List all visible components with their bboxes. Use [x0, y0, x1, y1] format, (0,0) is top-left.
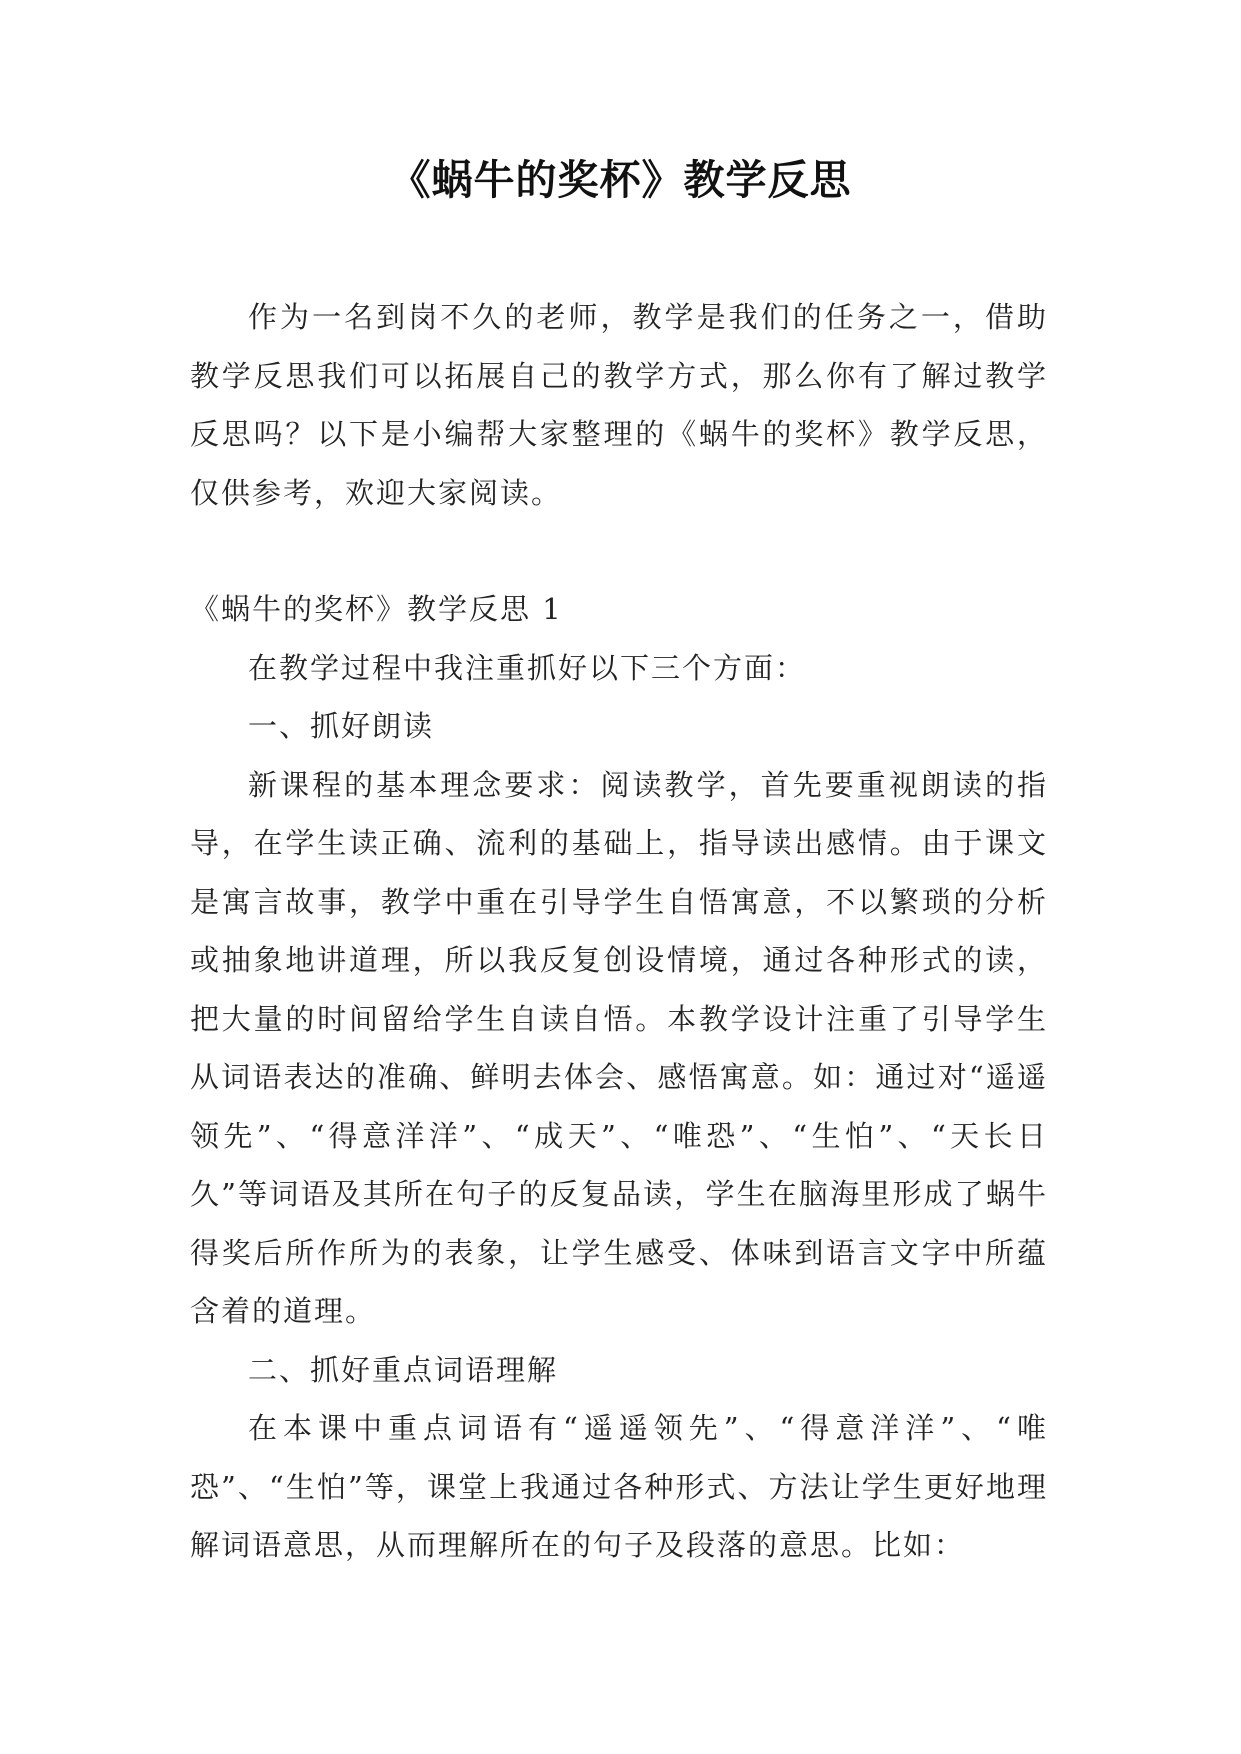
- section-heading: 《蜗牛的奖杯》教学反思 1: [190, 592, 563, 626]
- part2-title: 二、抓好重点词语理解: [248, 1352, 559, 1387]
- intro-paragraph: 作为一名到岗不久的老师，教学是我们的任务之一，借助教学反思我们可以拓展自己的教学方式，那么你有了解过教学反思吗？以下是小编帮大家整理的《蜗牛的奖杯》教学反思，仅供参考，欢迎大家阅读。: [190, 300, 1048, 510]
- part1-paragraph: 新课程的基本理念要求：阅读教学，首先要重视朗读的指导，在学生读正确、流利的基础上，指导读出感情。由于课文是寓言故事，教学中重在引导学生自悟寓意，不以繁琐的分析或抽象地讲道理，所以我反复创设情境，通过各种形式的读，把大量的时间留给学生自读自悟。本教学设计注重了引导学生从词语表达的准确、鲜明去体会、感悟寓意。如：通过对“遥遥领先”、“得意洋洋”、“成天”、“唯恐”、“生怕”、“天长日久”等词语及其所在句子的反复品读，学生在脑海里形成了蜗牛得奖后所作所为的表象，让学生感受、体味到语言文字中所蕴含着的道理。: [190, 767, 1048, 1328]
- document-title: 《蜗牛的奖杯》教学反思: [389, 156, 852, 204]
- section-lead-paragraph: 在教学过程中我注重抓好以下三个方面：: [248, 650, 807, 685]
- document-body: [190, 288, 1048, 1575]
- part2-paragraph: 在本课中重点词语有“遥遥领先”、“得意洋洋”、“唯恐”、“生怕”等，课堂上我通过各种形式、方法让学生更好地理解词语意思，从而理解所在的句子及段落的意思。比如：: [190, 1411, 1048, 1562]
- part1-title: 一、抓好朗读: [248, 709, 435, 743]
